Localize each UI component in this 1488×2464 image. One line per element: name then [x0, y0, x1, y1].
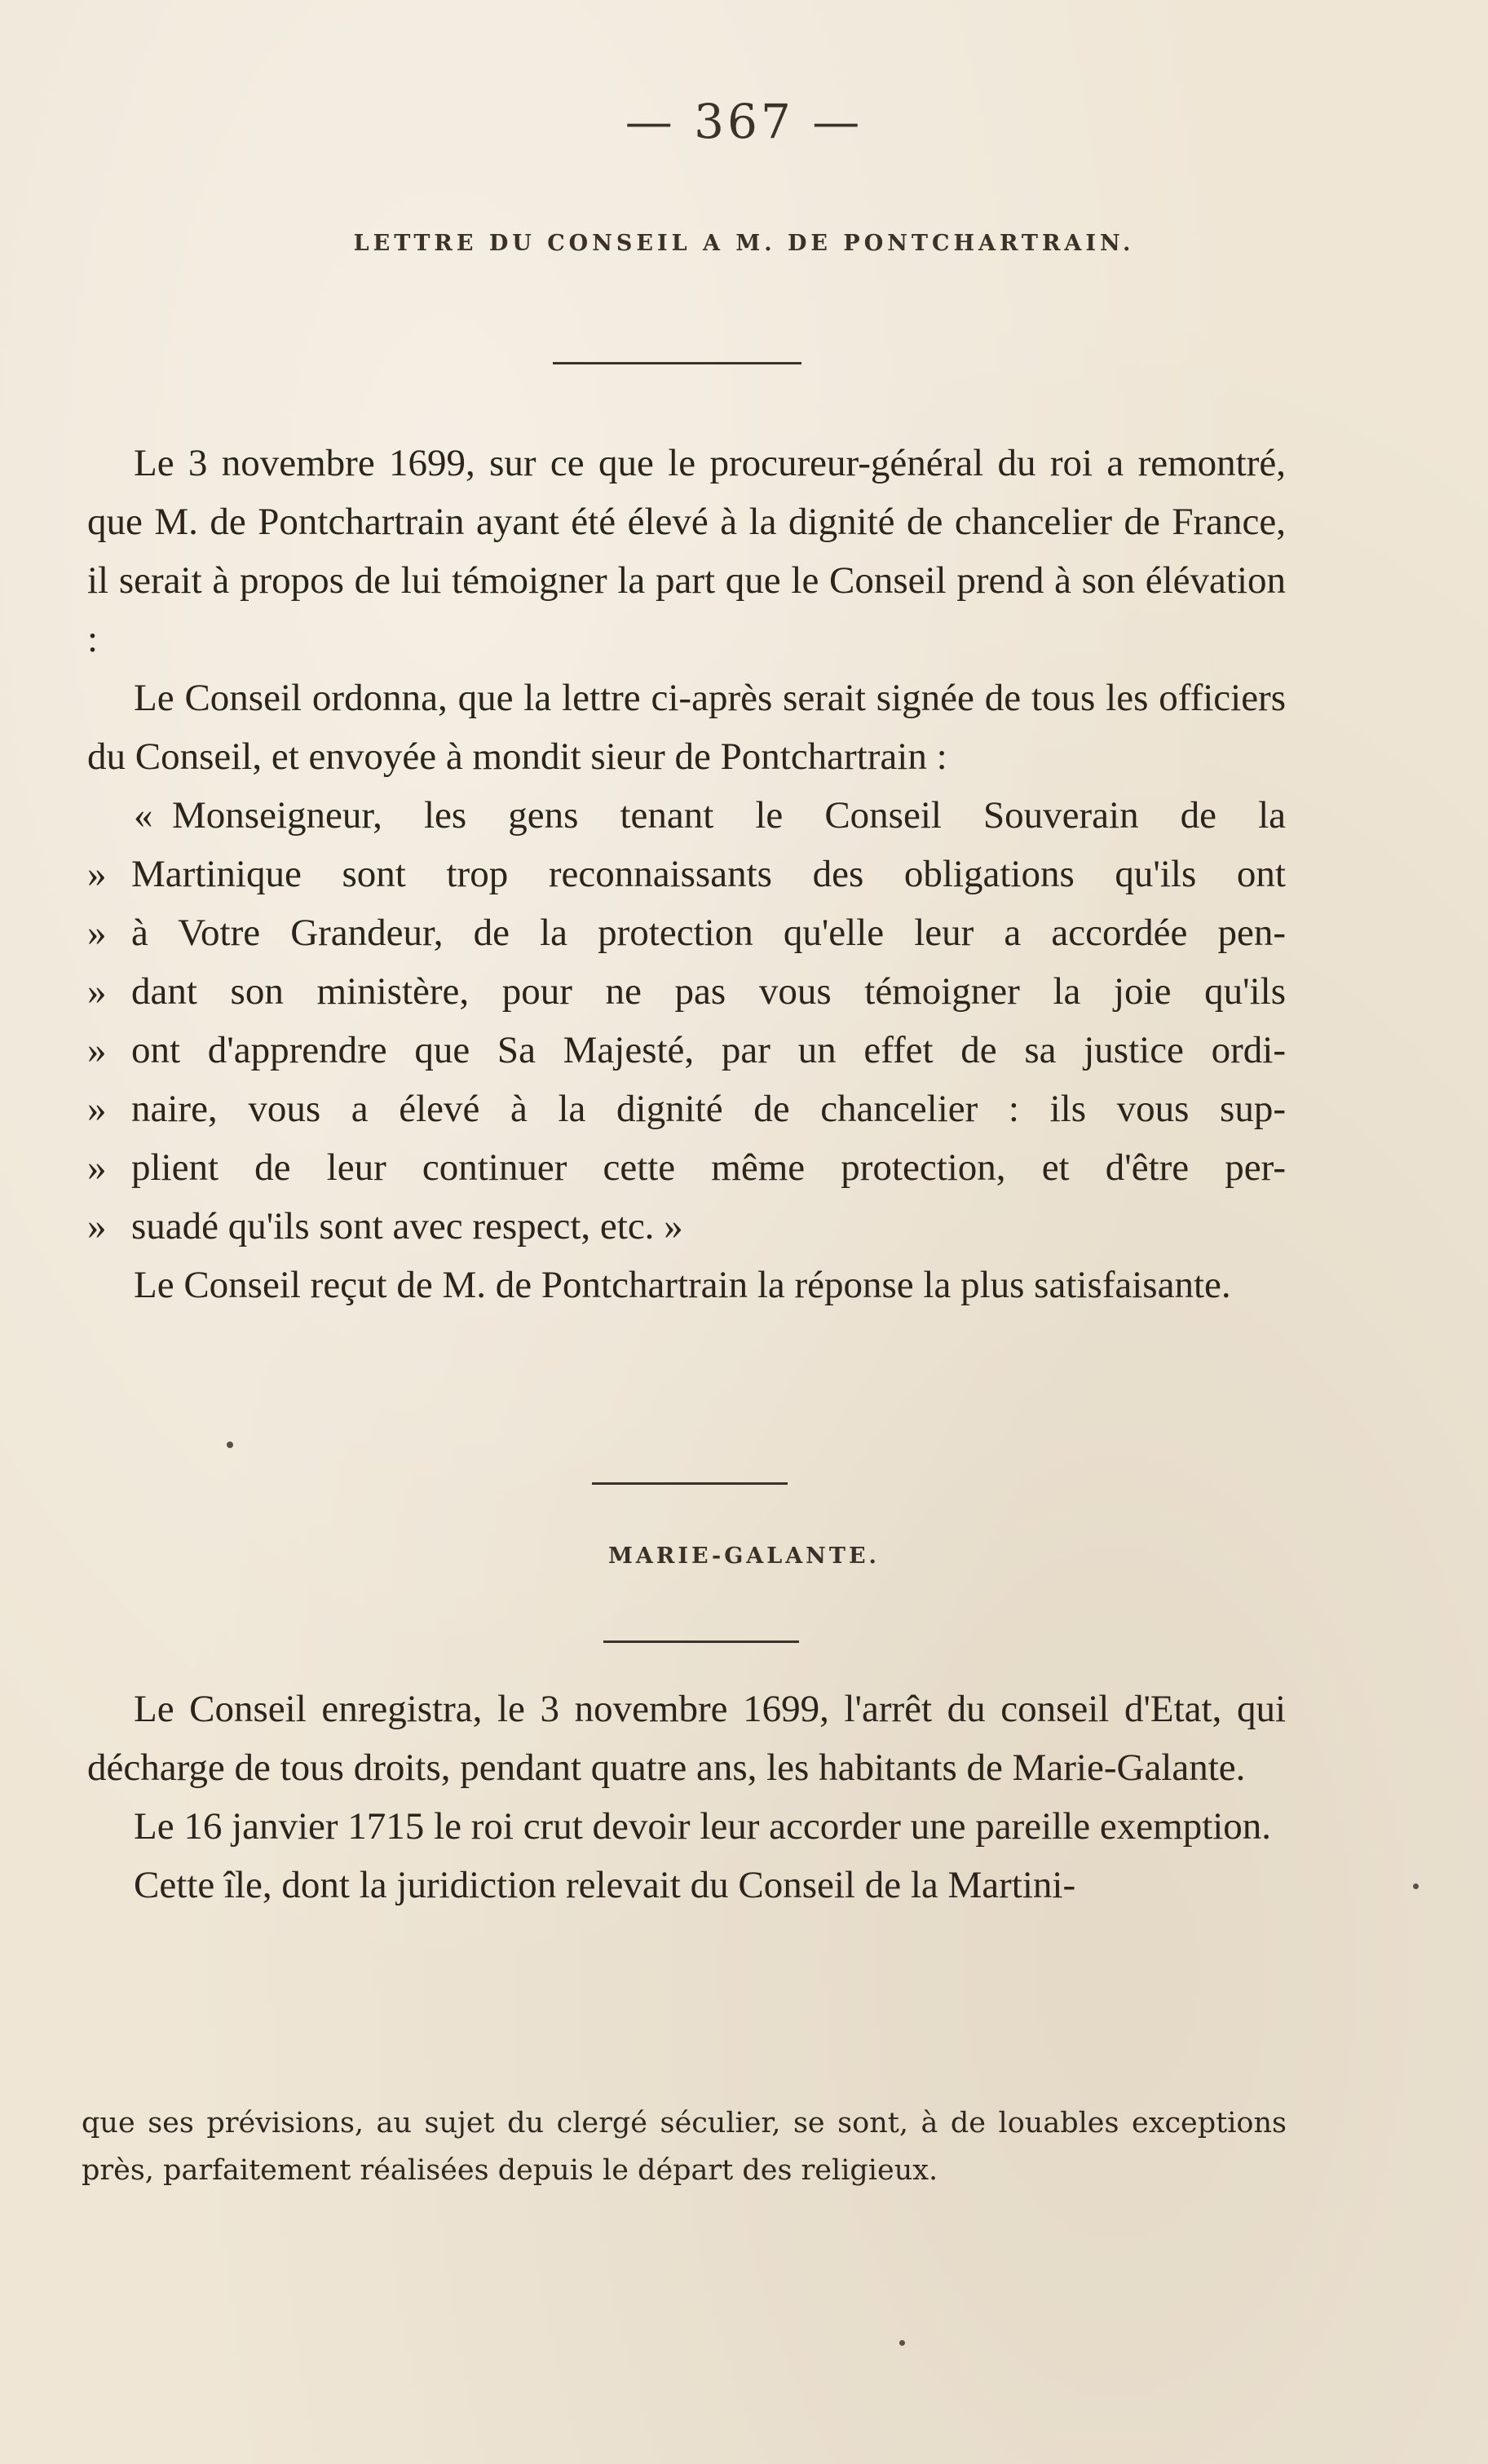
divider-rule: [553, 362, 801, 364]
quote-line: » dant son ministère, pour ne pas vous témoigner la joie qu'ils: [87, 970, 1286, 1013]
paragraph: Le Conseil reçut de M. de Pontchartrain la réponse la plus satisfaisante.: [134, 1264, 1231, 1306]
paragraph: Le 16 janvier 1715 le roi crut devoir leur accorder une pareille exemption.: [134, 1805, 1272, 1848]
page-number: — 367 —: [625, 94, 863, 149]
paragraph: Le 3 novembre 1699, sur ce que le procureur-général du roi a remontré, que M. de Pontchartrain ayant été élevé à la dignité de chancelier de France, il serait à propos de lui témoigner la part que le Conseil prend à son élévation :: [87, 442, 1286, 660]
paragraph: Cette île, dont la juridiction relevait du Conseil de la Martini-: [134, 1864, 1076, 1906]
paragraph: Le Conseil ordonna, que la lettre ci-après serait signée de tous les officiers du Conseil, et envoyée à mondit sieur de Pontchartrain :: [87, 677, 1286, 778]
section-heading-marie-galante: MARIE-GALANTE.: [608, 1543, 880, 1569]
paragraph: Le Conseil enregistra, le 3 novembre 1699, l'arrêt du conseil d'Etat, qui décharge de tous droits, pendant quatre ans, les habitants de Marie-Galante.: [87, 1688, 1286, 1789]
divider-rule: [603, 1640, 799, 1643]
quote-line: » à Votre Grandeur, de la protection qu'elle leur a accordée pen-: [87, 912, 1286, 954]
footnote: que ses prévisions, au sujet du clergé séculier, se sont, à de louables exceptions près, parfaitement réalisées depuis le départ des religieux.: [82, 2107, 1287, 2187]
section-heading-lettre: LETTRE DU CONSEIL A M. DE PONTCHARTRAIN.: [353, 231, 1135, 256]
divider-rule: [592, 1482, 788, 1485]
paper-speck: [227, 1442, 233, 1448]
paper-speck: [1413, 1883, 1419, 1889]
quoted-letter: [87, 786, 1286, 1256]
section-body-lettre: [87, 434, 1286, 1314]
quote-line: » Martinique sont trop reconnaissants des obligations qu'ils ont: [87, 853, 1286, 895]
quote-line: » suadé qu'ils sont avec respect, etc. »: [87, 1205, 683, 1247]
section-body-marie-galante: [87, 1680, 1286, 1914]
quote-line: » ont d'apprendre que Sa Majesté, par un effet de sa justice ordi-: [87, 1029, 1286, 1071]
quote-line: » naire, vous a élevé à la dignité de chancelier : ils vous sup-: [87, 1088, 1286, 1130]
quote-line: « Monseigneur, les gens tenant le Conseil Souverain de la: [134, 794, 1286, 837]
quote-line: » plient de leur continuer cette même protection, et d'être per-: [87, 1146, 1286, 1189]
paper-speck: [899, 2340, 905, 2346]
